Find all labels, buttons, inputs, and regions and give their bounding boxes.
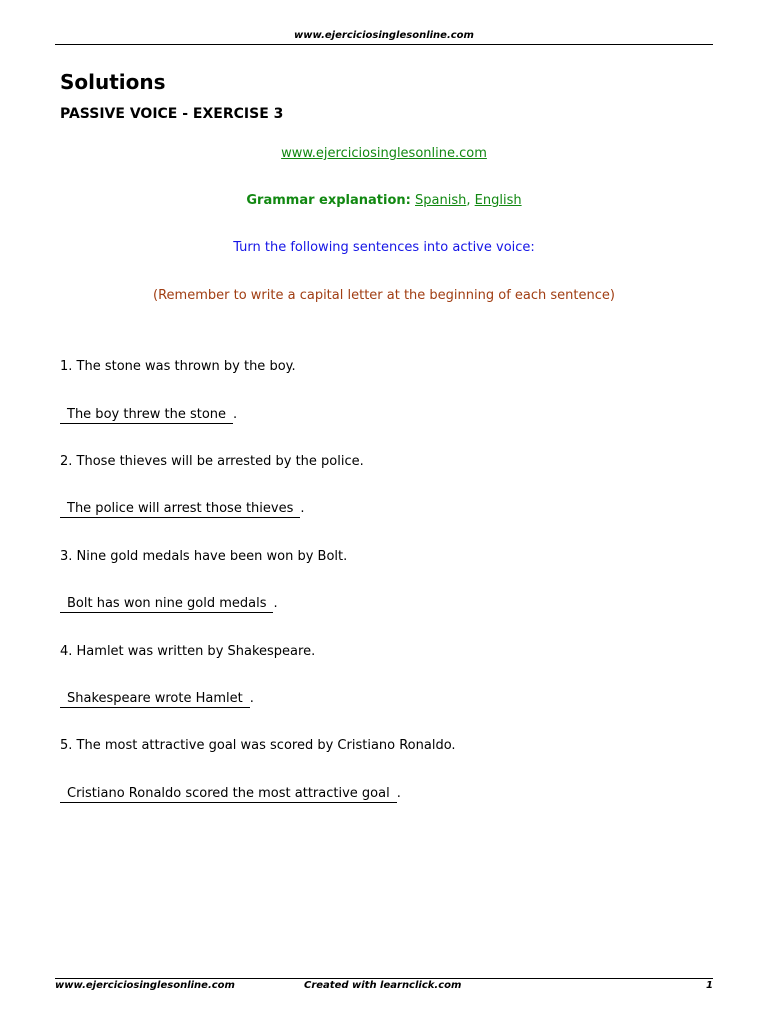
question-4: 4. Hamlet was written by Shakespeare. bbox=[60, 644, 316, 659]
answer-5-text: Cristiano Ronaldo scored the most attractive goal bbox=[60, 786, 397, 803]
answer-3-period: . bbox=[273, 596, 278, 611]
page-number: 1 bbox=[706, 980, 713, 991]
footer-url: www.ejerciciosinglesonline.com bbox=[55, 980, 235, 991]
instruction-text: Turn the following sentences into active voice: bbox=[233, 240, 535, 255]
answer-4 bbox=[60, 691, 254, 708]
question-2: 2. Those thieves will be arrested by the police. bbox=[60, 454, 364, 469]
answer-3-text: Bolt has won nine gold medals bbox=[60, 596, 273, 613]
footer-divider bbox=[55, 978, 713, 979]
grammar-explanation bbox=[0, 193, 768, 208]
grammar-separator: , bbox=[466, 193, 471, 208]
answer-1-period: . bbox=[233, 407, 238, 422]
question-1: 1. The stone was thrown by the boy. bbox=[60, 359, 296, 374]
answer-2-period: . bbox=[300, 501, 305, 516]
answer-1 bbox=[60, 407, 237, 424]
page-title: Solutions bbox=[60, 70, 166, 94]
footer-credit: Created with learnclick.com bbox=[304, 980, 462, 991]
reminder-text: (Remember to write a capital letter at the beginning of each sentence) bbox=[153, 288, 615, 303]
answer-4-text: Shakespeare wrote Hamlet bbox=[60, 691, 250, 708]
header-divider bbox=[55, 44, 713, 45]
exercise-subtitle: PASSIVE VOICE - EXERCISE 3 bbox=[60, 106, 284, 122]
answer-5-period: . bbox=[396, 786, 401, 801]
answer-2-text: The police will arrest those thieves bbox=[60, 501, 300, 518]
answer-4-period: . bbox=[249, 691, 254, 706]
grammar-link-spanish[interactable]: Spanish bbox=[415, 193, 467, 208]
answer-1-text: The boy threw the stone bbox=[60, 407, 233, 424]
grammar-link-english[interactable]: English bbox=[474, 193, 522, 208]
question-5: 5. The most attractive goal was scored by Cristiano Ronaldo. bbox=[60, 738, 456, 753]
grammar-label: Grammar explanation: bbox=[246, 193, 411, 208]
site-link[interactable]: www.ejerciciosinglesonline.com bbox=[281, 146, 487, 161]
answer-3 bbox=[60, 596, 278, 613]
header-url: www.ejerciciosinglesonline.com bbox=[294, 30, 474, 41]
answer-5 bbox=[60, 786, 401, 803]
answer-2 bbox=[60, 501, 305, 518]
question-3: 3. Nine gold medals have been won by Bolt. bbox=[60, 549, 348, 564]
